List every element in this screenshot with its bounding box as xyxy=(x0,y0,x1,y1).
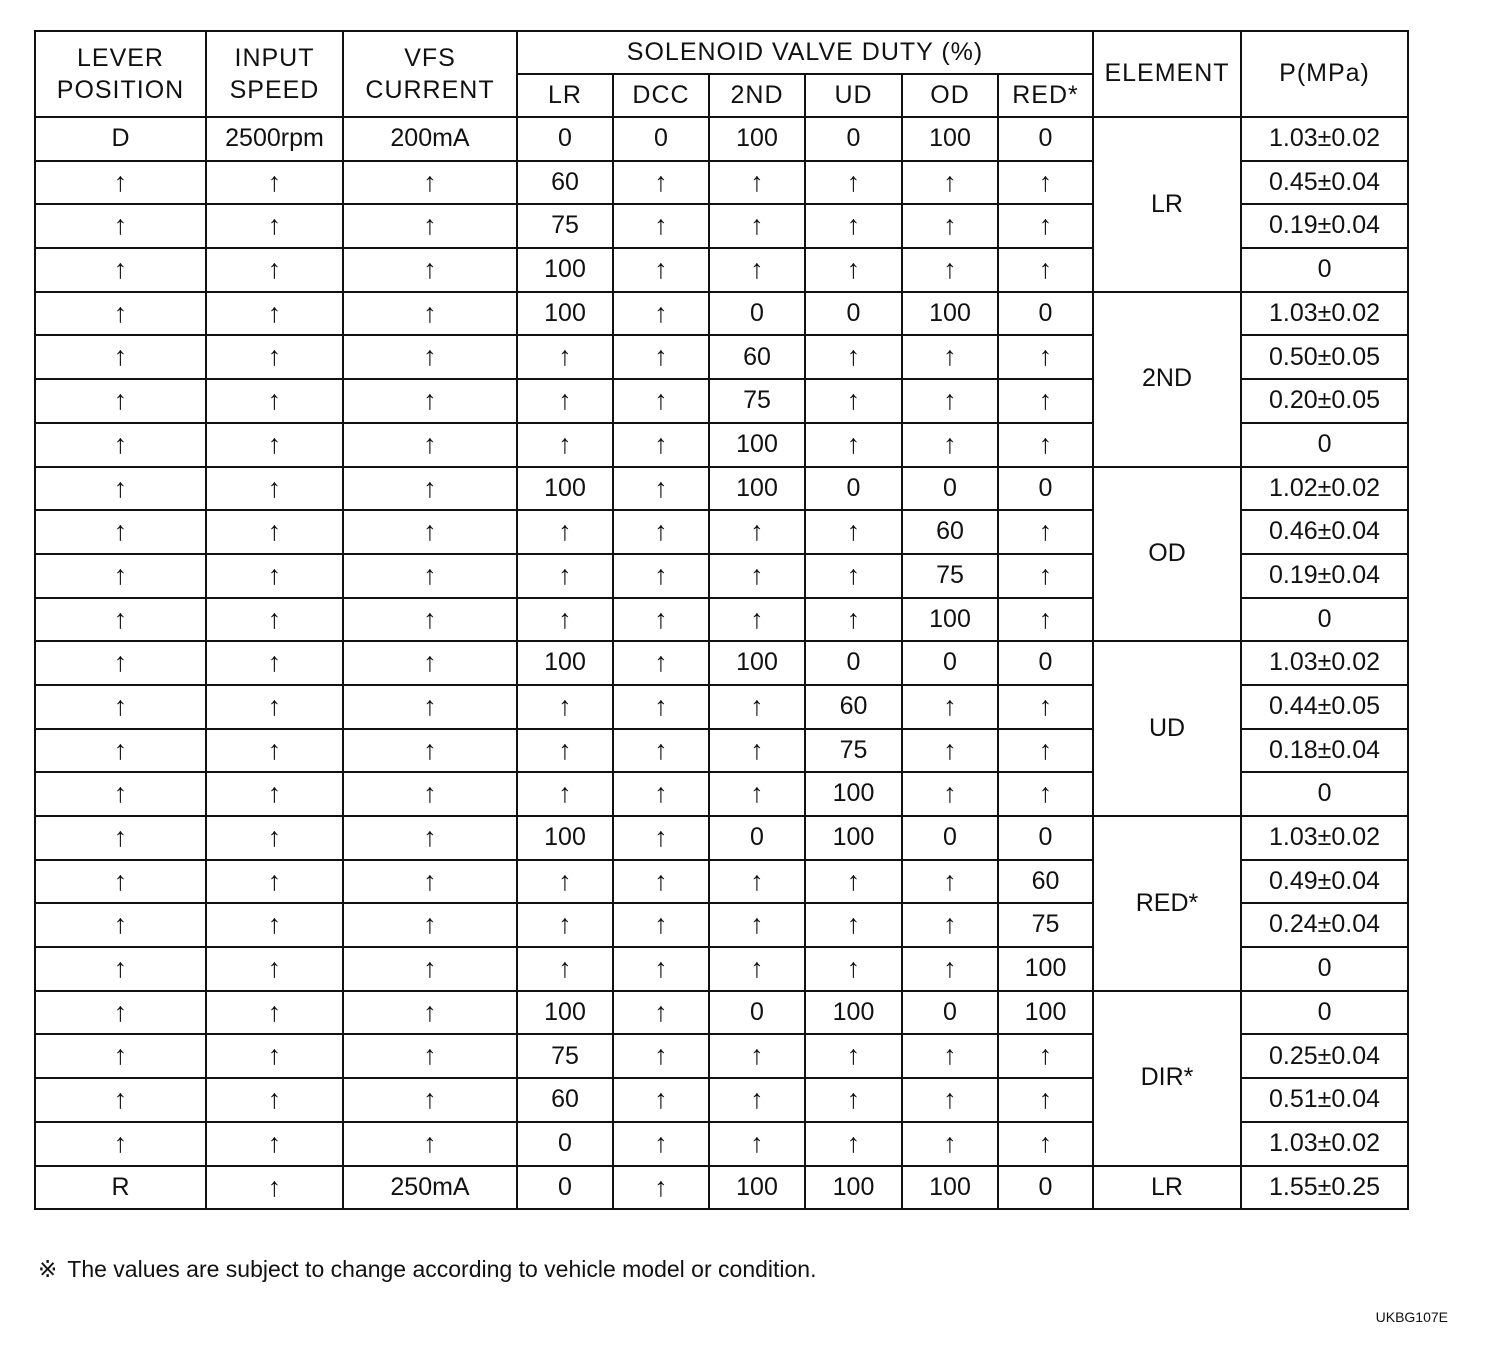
cell-duty-2nd: 100 xyxy=(709,117,805,161)
cell-duty-lr: 100 xyxy=(517,467,613,511)
cell-vfs-current-same-as-above-arrow-icon: ↑ xyxy=(343,729,517,773)
cell-lever-position-same-as-above-arrow-icon: ↑ xyxy=(35,729,206,773)
cell-duty-od: 100 xyxy=(902,117,998,161)
cell-vfs-current-same-as-above-arrow-icon: ↑ xyxy=(343,161,517,205)
cell-duty-red-same-as-above-arrow-icon: ↑ xyxy=(998,379,1093,423)
reference-mark-icon: ※ xyxy=(38,1257,58,1283)
table-row xyxy=(35,641,1408,685)
cell-duty-2nd: 60 xyxy=(709,335,805,379)
cell-duty-lr-same-as-above-arrow-icon: ↑ xyxy=(517,335,613,379)
cell-duty-lr: 75 xyxy=(517,1034,613,1078)
cell-lever-position-same-as-above-arrow-icon: ↑ xyxy=(35,554,206,598)
cell-lever-position-same-as-above-arrow-icon: ↑ xyxy=(35,991,206,1035)
cell-input-speed-same-as-above-arrow-icon: ↑ xyxy=(206,161,343,205)
footnote-text: The values are subject to change according to vehicle model or condition. xyxy=(67,1256,817,1282)
cell-duty-red-same-as-above-arrow-icon: ↑ xyxy=(998,335,1093,379)
cell-duty-dcc-same-as-above-arrow-icon: ↑ xyxy=(613,1078,709,1122)
cell-pressure: 0 xyxy=(1241,947,1408,991)
cell-duty-dcc-same-as-above-arrow-icon: ↑ xyxy=(613,335,709,379)
cell-input-speed-same-as-above-arrow-icon: ↑ xyxy=(206,598,343,642)
cell-duty-2nd: 100 xyxy=(709,423,805,467)
cell-duty-dcc-same-as-above-arrow-icon: ↑ xyxy=(613,379,709,423)
cell-duty-2nd-same-as-above-arrow-icon: ↑ xyxy=(709,903,805,947)
cell-duty-dcc-same-as-above-arrow-icon: ↑ xyxy=(613,772,709,816)
cell-duty-od-same-as-above-arrow-icon: ↑ xyxy=(902,947,998,991)
cell-duty-dcc-same-as-above-arrow-icon: ↑ xyxy=(613,1166,709,1210)
cell-duty-ud: 0 xyxy=(805,117,902,161)
cell-duty-od: 100 xyxy=(902,1166,998,1210)
cell-duty-lr: 100 xyxy=(517,816,613,860)
figure-code: UKBG107E xyxy=(1375,1309,1448,1325)
cell-pressure: 0.19±0.04 xyxy=(1241,204,1408,248)
cell-duty-red-same-as-above-arrow-icon: ↑ xyxy=(998,1122,1093,1166)
cell-input-speed-same-as-above-arrow-icon: ↑ xyxy=(206,335,343,379)
cell-vfs-current: 250mA xyxy=(343,1166,517,1210)
cell-duty-lr-same-as-above-arrow-icon: ↑ xyxy=(517,685,613,729)
cell-duty-dcc-same-as-above-arrow-icon: ↑ xyxy=(613,860,709,904)
cell-duty-ud-same-as-above-arrow-icon: ↑ xyxy=(805,204,902,248)
header-element: ELEMENT xyxy=(1093,31,1241,117)
cell-lever-position-same-as-above-arrow-icon: ↑ xyxy=(35,1078,206,1122)
cell-duty-red: 0 xyxy=(998,641,1093,685)
table-row xyxy=(35,292,1408,336)
header-valve-red: RED* xyxy=(998,74,1093,117)
cell-lever-position-same-as-above-arrow-icon: ↑ xyxy=(35,379,206,423)
cell-duty-red: 100 xyxy=(998,947,1093,991)
cell-pressure: 0.50±0.05 xyxy=(1241,335,1408,379)
cell-lever-position-same-as-above-arrow-icon: ↑ xyxy=(35,598,206,642)
cell-vfs-current-same-as-above-arrow-icon: ↑ xyxy=(343,641,517,685)
cell-duty-dcc-same-as-above-arrow-icon: ↑ xyxy=(613,903,709,947)
cell-duty-od-same-as-above-arrow-icon: ↑ xyxy=(902,729,998,773)
cell-duty-2nd-same-as-above-arrow-icon: ↑ xyxy=(709,248,805,292)
cell-lever-position-same-as-above-arrow-icon: ↑ xyxy=(35,1122,206,1166)
table-row xyxy=(35,467,1408,511)
cell-element: OD xyxy=(1093,467,1241,642)
header-pressure: P(MPa) xyxy=(1241,31,1408,117)
cell-lever-position-same-as-above-arrow-icon: ↑ xyxy=(35,423,206,467)
cell-pressure: 0.46±0.04 xyxy=(1241,510,1408,554)
cell-pressure: 0 xyxy=(1241,248,1408,292)
cell-pressure: 0.20±0.05 xyxy=(1241,379,1408,423)
cell-duty-lr: 60 xyxy=(517,161,613,205)
cell-duty-lr-same-as-above-arrow-icon: ↑ xyxy=(517,379,613,423)
cell-lever-position-same-as-above-arrow-icon: ↑ xyxy=(35,903,206,947)
cell-duty-lr-same-as-above-arrow-icon: ↑ xyxy=(517,772,613,816)
cell-vfs-current-same-as-above-arrow-icon: ↑ xyxy=(343,379,517,423)
cell-duty-red-same-as-above-arrow-icon: ↑ xyxy=(998,685,1093,729)
cell-duty-ud-same-as-above-arrow-icon: ↑ xyxy=(805,947,902,991)
cell-vfs-current-same-as-above-arrow-icon: ↑ xyxy=(343,903,517,947)
cell-input-speed-same-as-above-arrow-icon: ↑ xyxy=(206,1078,343,1122)
cell-duty-ud-same-as-above-arrow-icon: ↑ xyxy=(805,554,902,598)
footnote xyxy=(38,1256,816,1283)
cell-input-speed-same-as-above-arrow-icon: ↑ xyxy=(206,729,343,773)
cell-duty-red-same-as-above-arrow-icon: ↑ xyxy=(998,729,1093,773)
cell-duty-2nd-same-as-above-arrow-icon: ↑ xyxy=(709,772,805,816)
cell-input-speed-same-as-above-arrow-icon: ↑ xyxy=(206,554,343,598)
cell-duty-red-same-as-above-arrow-icon: ↑ xyxy=(998,772,1093,816)
cell-vfs-current-same-as-above-arrow-icon: ↑ xyxy=(343,467,517,511)
cell-input-speed-same-as-above-arrow-icon: ↑ xyxy=(206,467,343,511)
cell-duty-2nd-same-as-above-arrow-icon: ↑ xyxy=(709,1034,805,1078)
cell-duty-dcc-same-as-above-arrow-icon: ↑ xyxy=(613,248,709,292)
cell-element: DIR* xyxy=(1093,991,1241,1166)
cell-duty-dcc-same-as-above-arrow-icon: ↑ xyxy=(613,598,709,642)
cell-duty-ud-same-as-above-arrow-icon: ↑ xyxy=(805,335,902,379)
pressure-test-table xyxy=(34,30,1409,1210)
cell-duty-red-same-as-above-arrow-icon: ↑ xyxy=(998,161,1093,205)
cell-vfs-current-same-as-above-arrow-icon: ↑ xyxy=(343,423,517,467)
cell-duty-2nd: 100 xyxy=(709,641,805,685)
header-row-1 xyxy=(35,31,1408,74)
cell-duty-dcc-same-as-above-arrow-icon: ↑ xyxy=(613,991,709,1035)
cell-duty-lr: 75 xyxy=(517,204,613,248)
cell-vfs-current-same-as-above-arrow-icon: ↑ xyxy=(343,335,517,379)
cell-vfs-current-same-as-above-arrow-icon: ↑ xyxy=(343,816,517,860)
cell-lever-position-same-as-above-arrow-icon: ↑ xyxy=(35,510,206,554)
cell-duty-od: 75 xyxy=(902,554,998,598)
cell-duty-red-same-as-above-arrow-icon: ↑ xyxy=(998,248,1093,292)
cell-lever-position-same-as-above-arrow-icon: ↑ xyxy=(35,161,206,205)
cell-lever-position-same-as-above-arrow-icon: ↑ xyxy=(35,772,206,816)
cell-duty-2nd: 100 xyxy=(709,467,805,511)
cell-duty-lr-same-as-above-arrow-icon: ↑ xyxy=(517,554,613,598)
cell-duty-od-same-as-above-arrow-icon: ↑ xyxy=(902,1034,998,1078)
cell-duty-od-same-as-above-arrow-icon: ↑ xyxy=(902,335,998,379)
cell-duty-2nd-same-as-above-arrow-icon: ↑ xyxy=(709,1122,805,1166)
cell-duty-2nd-same-as-above-arrow-icon: ↑ xyxy=(709,161,805,205)
cell-duty-red-same-as-above-arrow-icon: ↑ xyxy=(998,1078,1093,1122)
cell-vfs-current: 200mA xyxy=(343,117,517,161)
cell-duty-ud: 0 xyxy=(805,292,902,336)
cell-vfs-current-same-as-above-arrow-icon: ↑ xyxy=(343,554,517,598)
cell-pressure: 0.51±0.04 xyxy=(1241,1078,1408,1122)
cell-duty-lr-same-as-above-arrow-icon: ↑ xyxy=(517,729,613,773)
cell-duty-dcc-same-as-above-arrow-icon: ↑ xyxy=(613,292,709,336)
cell-duty-ud: 100 xyxy=(805,1166,902,1210)
cell-vfs-current-same-as-above-arrow-icon: ↑ xyxy=(343,292,517,336)
cell-input-speed: 2500rpm xyxy=(206,117,343,161)
cell-duty-lr-same-as-above-arrow-icon: ↑ xyxy=(517,860,613,904)
cell-duty-ud-same-as-above-arrow-icon: ↑ xyxy=(805,1078,902,1122)
cell-lever-position-same-as-above-arrow-icon: ↑ xyxy=(35,947,206,991)
cell-lever-position: R xyxy=(35,1166,206,1210)
cell-pressure: 1.03±0.02 xyxy=(1241,117,1408,161)
cell-pressure: 0 xyxy=(1241,772,1408,816)
cell-pressure: 1.55±0.25 xyxy=(1241,1166,1408,1210)
cell-pressure: 0.45±0.04 xyxy=(1241,161,1408,205)
header-vfs-current: VFS CURRENT xyxy=(343,31,517,117)
cell-pressure: 0.44±0.05 xyxy=(1241,685,1408,729)
cell-duty-lr-same-as-above-arrow-icon: ↑ xyxy=(517,510,613,554)
cell-element: 2ND xyxy=(1093,292,1241,467)
cell-pressure: 0 xyxy=(1241,598,1408,642)
cell-duty-red: 0 xyxy=(998,1166,1093,1210)
cell-input-speed-same-as-above-arrow-icon: ↑ xyxy=(206,379,343,423)
cell-lever-position-same-as-above-arrow-icon: ↑ xyxy=(35,816,206,860)
header-valve-ud: UD xyxy=(805,74,902,117)
cell-lever-position-same-as-above-arrow-icon: ↑ xyxy=(35,292,206,336)
cell-duty-2nd-same-as-above-arrow-icon: ↑ xyxy=(709,685,805,729)
cell-duty-od-same-as-above-arrow-icon: ↑ xyxy=(902,772,998,816)
cell-duty-red: 0 xyxy=(998,816,1093,860)
cell-vfs-current-same-as-above-arrow-icon: ↑ xyxy=(343,1122,517,1166)
cell-duty-ud: 0 xyxy=(805,641,902,685)
cell-duty-red-same-as-above-arrow-icon: ↑ xyxy=(998,423,1093,467)
cell-duty-lr: 100 xyxy=(517,991,613,1035)
cell-pressure: 0.24±0.04 xyxy=(1241,903,1408,947)
cell-vfs-current-same-as-above-arrow-icon: ↑ xyxy=(343,1078,517,1122)
cell-duty-od: 0 xyxy=(902,467,998,511)
cell-duty-lr-same-as-above-arrow-icon: ↑ xyxy=(517,903,613,947)
cell-duty-ud: 60 xyxy=(805,685,902,729)
cell-duty-od-same-as-above-arrow-icon: ↑ xyxy=(902,423,998,467)
cell-duty-red-same-as-above-arrow-icon: ↑ xyxy=(998,510,1093,554)
cell-input-speed-same-as-above-arrow-icon: ↑ xyxy=(206,816,343,860)
cell-lever-position-same-as-above-arrow-icon: ↑ xyxy=(35,204,206,248)
cell-duty-ud-same-as-above-arrow-icon: ↑ xyxy=(805,860,902,904)
cell-duty-2nd: 0 xyxy=(709,991,805,1035)
cell-pressure: 0.19±0.04 xyxy=(1241,554,1408,598)
cell-duty-red: 0 xyxy=(998,117,1093,161)
cell-duty-lr: 100 xyxy=(517,641,613,685)
cell-input-speed-same-as-above-arrow-icon: ↑ xyxy=(206,1122,343,1166)
cell-duty-dcc-same-as-above-arrow-icon: ↑ xyxy=(613,1122,709,1166)
cell-duty-od-same-as-above-arrow-icon: ↑ xyxy=(902,1078,998,1122)
cell-duty-ud-same-as-above-arrow-icon: ↑ xyxy=(805,423,902,467)
cell-duty-ud: 100 xyxy=(805,816,902,860)
cell-pressure: 1.03±0.02 xyxy=(1241,1122,1408,1166)
header-valve-2nd: 2ND xyxy=(709,74,805,117)
cell-pressure: 0 xyxy=(1241,423,1408,467)
cell-duty-od-same-as-above-arrow-icon: ↑ xyxy=(902,248,998,292)
cell-duty-2nd: 100 xyxy=(709,1166,805,1210)
cell-duty-dcc: 0 xyxy=(613,117,709,161)
cell-input-speed-same-as-above-arrow-icon: ↑ xyxy=(206,685,343,729)
cell-duty-2nd: 0 xyxy=(709,292,805,336)
cell-duty-od: 100 xyxy=(902,292,998,336)
cell-input-speed-same-as-above-arrow-icon: ↑ xyxy=(206,292,343,336)
cell-element: RED* xyxy=(1093,816,1241,991)
cell-duty-red: 100 xyxy=(998,991,1093,1035)
cell-duty-od: 0 xyxy=(902,816,998,860)
cell-input-speed-same-as-above-arrow-icon: ↑ xyxy=(206,860,343,904)
cell-duty-2nd: 75 xyxy=(709,379,805,423)
cell-input-speed-same-as-above-arrow-icon: ↑ xyxy=(206,1034,343,1078)
cell-duty-od: 100 xyxy=(902,598,998,642)
cell-vfs-current-same-as-above-arrow-icon: ↑ xyxy=(343,860,517,904)
cell-duty-dcc-same-as-above-arrow-icon: ↑ xyxy=(613,204,709,248)
cell-input-speed-same-as-above-arrow-icon: ↑ xyxy=(206,423,343,467)
cell-lever-position-same-as-above-arrow-icon: ↑ xyxy=(35,248,206,292)
cell-duty-ud-same-as-above-arrow-icon: ↑ xyxy=(805,161,902,205)
cell-input-speed-same-as-above-arrow-icon: ↑ xyxy=(206,248,343,292)
cell-input-speed-same-as-above-arrow-icon: ↑ xyxy=(206,772,343,816)
cell-lever-position-same-as-above-arrow-icon: ↑ xyxy=(35,860,206,904)
cell-duty-od-same-as-above-arrow-icon: ↑ xyxy=(902,379,998,423)
cell-duty-2nd-same-as-above-arrow-icon: ↑ xyxy=(709,729,805,773)
cell-duty-2nd-same-as-above-arrow-icon: ↑ xyxy=(709,860,805,904)
cell-duty-dcc-same-as-above-arrow-icon: ↑ xyxy=(613,423,709,467)
cell-input-speed-same-as-above-arrow-icon: ↑ xyxy=(206,641,343,685)
cell-duty-red: 75 xyxy=(998,903,1093,947)
cell-vfs-current-same-as-above-arrow-icon: ↑ xyxy=(343,991,517,1035)
cell-duty-ud-same-as-above-arrow-icon: ↑ xyxy=(805,510,902,554)
cell-duty-2nd-same-as-above-arrow-icon: ↑ xyxy=(709,947,805,991)
cell-duty-ud-same-as-above-arrow-icon: ↑ xyxy=(805,1122,902,1166)
cell-duty-lr-same-as-above-arrow-icon: ↑ xyxy=(517,423,613,467)
table-row xyxy=(35,1166,1408,1210)
cell-duty-ud-same-as-above-arrow-icon: ↑ xyxy=(805,379,902,423)
cell-lever-position-same-as-above-arrow-icon: ↑ xyxy=(35,1034,206,1078)
cell-pressure: 0.49±0.04 xyxy=(1241,860,1408,904)
header-valve-od: OD xyxy=(902,74,998,117)
cell-duty-lr: 0 xyxy=(517,117,613,161)
cell-vfs-current-same-as-above-arrow-icon: ↑ xyxy=(343,598,517,642)
cell-duty-red: 0 xyxy=(998,292,1093,336)
cell-duty-od-same-as-above-arrow-icon: ↑ xyxy=(902,860,998,904)
cell-duty-od: 0 xyxy=(902,641,998,685)
cell-duty-od-same-as-above-arrow-icon: ↑ xyxy=(902,903,998,947)
cell-duty-red-same-as-above-arrow-icon: ↑ xyxy=(998,204,1093,248)
cell-input-speed-same-as-above-arrow-icon: ↑ xyxy=(206,991,343,1035)
cell-duty-red-same-as-above-arrow-icon: ↑ xyxy=(998,1034,1093,1078)
cell-element: LR xyxy=(1093,1166,1241,1210)
cell-input-speed-same-as-above-arrow-icon: ↑ xyxy=(206,903,343,947)
cell-lever-position-same-as-above-arrow-icon: ↑ xyxy=(35,685,206,729)
cell-duty-ud-same-as-above-arrow-icon: ↑ xyxy=(805,903,902,947)
cell-pressure: 0.18±0.04 xyxy=(1241,729,1408,773)
cell-duty-2nd-same-as-above-arrow-icon: ↑ xyxy=(709,554,805,598)
cell-duty-od-same-as-above-arrow-icon: ↑ xyxy=(902,161,998,205)
cell-duty-dcc-same-as-above-arrow-icon: ↑ xyxy=(613,161,709,205)
header-valve-lr: LR xyxy=(517,74,613,117)
header-solenoid-valve-duty: SOLENOID VALVE DUTY (%) xyxy=(517,31,1093,74)
cell-lever-position: D xyxy=(35,117,206,161)
cell-lever-position-same-as-above-arrow-icon: ↑ xyxy=(35,641,206,685)
cell-lever-position-same-as-above-arrow-icon: ↑ xyxy=(35,335,206,379)
cell-duty-lr-same-as-above-arrow-icon: ↑ xyxy=(517,947,613,991)
cell-duty-od-same-as-above-arrow-icon: ↑ xyxy=(902,685,998,729)
cell-duty-dcc-same-as-above-arrow-icon: ↑ xyxy=(613,467,709,511)
cell-duty-red: 60 xyxy=(998,860,1093,904)
cell-duty-2nd: 0 xyxy=(709,816,805,860)
header-input-speed: INPUT SPEED xyxy=(206,31,343,117)
cell-duty-dcc-same-as-above-arrow-icon: ↑ xyxy=(613,510,709,554)
cell-input-speed-same-as-above-arrow-icon: ↑ xyxy=(206,204,343,248)
cell-duty-ud: 0 xyxy=(805,467,902,511)
cell-vfs-current-same-as-above-arrow-icon: ↑ xyxy=(343,248,517,292)
cell-pressure: 1.03±0.02 xyxy=(1241,292,1408,336)
cell-pressure: 0 xyxy=(1241,991,1408,1035)
table-row xyxy=(35,816,1408,860)
cell-duty-od-same-as-above-arrow-icon: ↑ xyxy=(902,204,998,248)
cell-duty-2nd-same-as-above-arrow-icon: ↑ xyxy=(709,510,805,554)
cell-vfs-current-same-as-above-arrow-icon: ↑ xyxy=(343,947,517,991)
cell-pressure: 0.25±0.04 xyxy=(1241,1034,1408,1078)
cell-input-speed-same-as-above-arrow-icon: ↑ xyxy=(206,947,343,991)
cell-duty-2nd-same-as-above-arrow-icon: ↑ xyxy=(709,204,805,248)
cell-element: UD xyxy=(1093,641,1241,816)
cell-duty-dcc-same-as-above-arrow-icon: ↑ xyxy=(613,816,709,860)
cell-vfs-current-same-as-above-arrow-icon: ↑ xyxy=(343,510,517,554)
cell-duty-ud-same-as-above-arrow-icon: ↑ xyxy=(805,598,902,642)
cell-duty-dcc-same-as-above-arrow-icon: ↑ xyxy=(613,947,709,991)
cell-duty-lr: 60 xyxy=(517,1078,613,1122)
cell-element: LR xyxy=(1093,117,1241,292)
cell-duty-ud: 100 xyxy=(805,991,902,1035)
cell-duty-dcc-same-as-above-arrow-icon: ↑ xyxy=(613,685,709,729)
cell-input-speed-same-as-above-arrow-icon: ↑ xyxy=(206,510,343,554)
cell-pressure: 1.03±0.02 xyxy=(1241,816,1408,860)
cell-duty-od: 0 xyxy=(902,991,998,1035)
cell-duty-red-same-as-above-arrow-icon: ↑ xyxy=(998,598,1093,642)
cell-duty-2nd-same-as-above-arrow-icon: ↑ xyxy=(709,598,805,642)
cell-duty-dcc-same-as-above-arrow-icon: ↑ xyxy=(613,1034,709,1078)
header-lever-position: LEVER POSITION xyxy=(35,31,206,117)
header-valve-dcc: DCC xyxy=(613,74,709,117)
cell-duty-2nd-same-as-above-arrow-icon: ↑ xyxy=(709,1078,805,1122)
cell-duty-lr: 0 xyxy=(517,1166,613,1210)
cell-duty-red-same-as-above-arrow-icon: ↑ xyxy=(998,554,1093,598)
cell-duty-ud-same-as-above-arrow-icon: ↑ xyxy=(805,1034,902,1078)
cell-duty-ud: 75 xyxy=(805,729,902,773)
cell-duty-lr: 0 xyxy=(517,1122,613,1166)
cell-vfs-current-same-as-above-arrow-icon: ↑ xyxy=(343,772,517,816)
table-row xyxy=(35,117,1408,161)
cell-duty-lr-same-as-above-arrow-icon: ↑ xyxy=(517,598,613,642)
cell-duty-lr: 100 xyxy=(517,292,613,336)
cell-duty-od-same-as-above-arrow-icon: ↑ xyxy=(902,1122,998,1166)
cell-duty-red: 0 xyxy=(998,467,1093,511)
cell-duty-lr: 100 xyxy=(517,248,613,292)
cell-pressure: 1.03±0.02 xyxy=(1241,641,1408,685)
cell-pressure: 1.02±0.02 xyxy=(1241,467,1408,511)
cell-duty-ud-same-as-above-arrow-icon: ↑ xyxy=(805,248,902,292)
cell-input-speed-same-as-above-arrow-icon: ↑ xyxy=(206,1166,343,1210)
cell-duty-dcc-same-as-above-arrow-icon: ↑ xyxy=(613,554,709,598)
cell-duty-ud: 100 xyxy=(805,772,902,816)
cell-lever-position-same-as-above-arrow-icon: ↑ xyxy=(35,467,206,511)
cell-vfs-current-same-as-above-arrow-icon: ↑ xyxy=(343,1034,517,1078)
cell-duty-dcc-same-as-above-arrow-icon: ↑ xyxy=(613,729,709,773)
cell-vfs-current-same-as-above-arrow-icon: ↑ xyxy=(343,204,517,248)
cell-duty-od: 60 xyxy=(902,510,998,554)
table-row xyxy=(35,991,1408,1035)
cell-vfs-current-same-as-above-arrow-icon: ↑ xyxy=(343,685,517,729)
cell-duty-dcc-same-as-above-arrow-icon: ↑ xyxy=(613,641,709,685)
